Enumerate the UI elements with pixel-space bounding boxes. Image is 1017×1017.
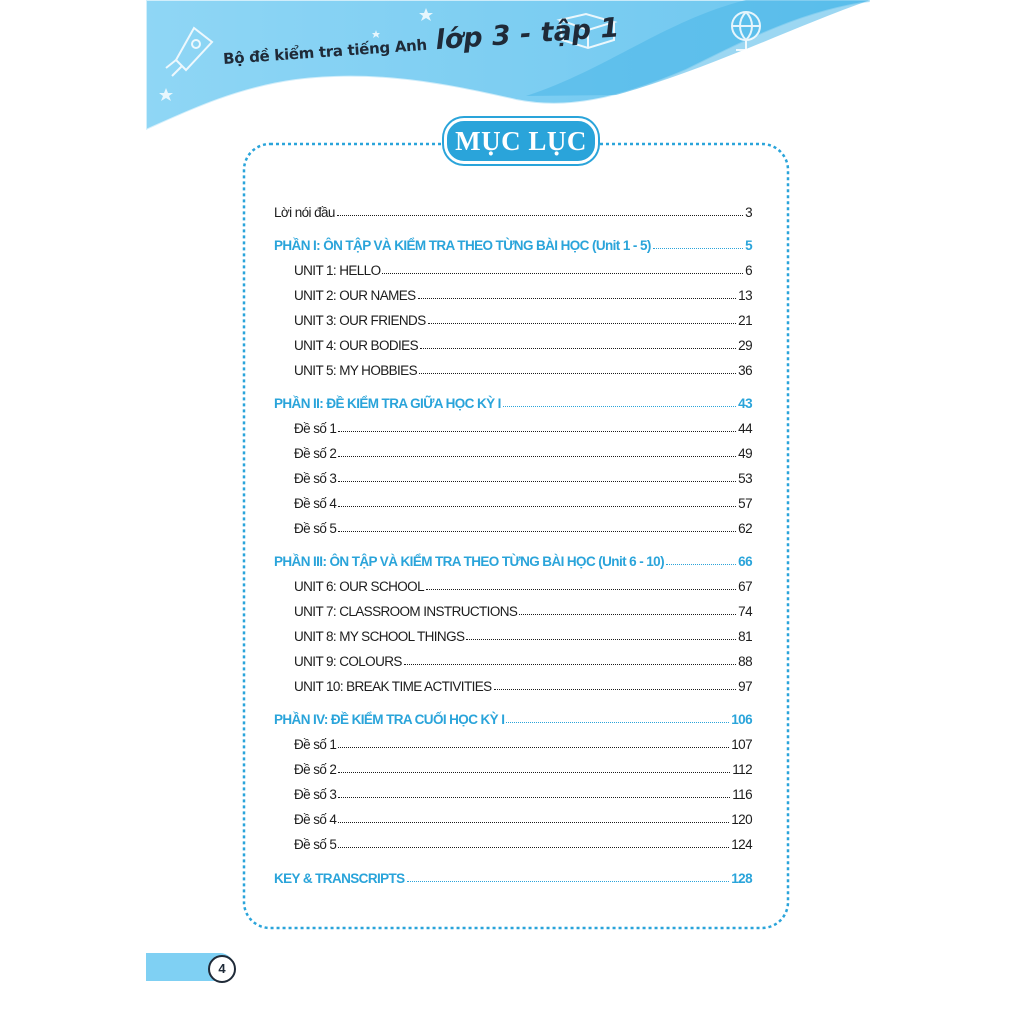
toc-entry[interactable] bbox=[294, 649, 752, 669]
dot-leader bbox=[338, 797, 730, 798]
toc-entry-page: 74 bbox=[738, 604, 752, 619]
toc-section[interactable] bbox=[274, 707, 752, 727]
dot-leader bbox=[426, 589, 736, 590]
toc-entry-label: Đề số 5 bbox=[294, 837, 337, 852]
dot-leader bbox=[666, 564, 736, 565]
toc-entry-page: 49 bbox=[738, 446, 752, 461]
title-big: lớp 3 - tập 1 bbox=[434, 12, 621, 57]
toc-entry-label: UNIT 8: MY SCHOOL THINGS bbox=[294, 629, 465, 644]
toc-entry-label: Đề số 4 bbox=[294, 496, 337, 511]
toc-section[interactable] bbox=[274, 391, 752, 411]
dot-leader bbox=[338, 822, 729, 823]
toc-entry-label: Đề số 1 bbox=[294, 421, 337, 436]
toc-entry-page: 5 bbox=[745, 238, 752, 253]
toc-entry[interactable] bbox=[294, 258, 752, 278]
dot-leader bbox=[338, 431, 736, 432]
toc-entry-label: UNIT 2: OUR NAMES bbox=[294, 288, 416, 303]
dot-leader bbox=[338, 506, 736, 507]
dot-leader bbox=[519, 614, 736, 615]
toc-entry[interactable] bbox=[294, 308, 752, 328]
toc-entry[interactable] bbox=[294, 624, 752, 644]
toc-entry-page: 120 bbox=[731, 812, 752, 827]
dot-leader bbox=[494, 689, 737, 690]
toc-entry-page: 29 bbox=[738, 338, 752, 353]
toc-entry-label: PHẦN I: ÔN TẬP VÀ KIỂM TRA THEO TỪNG BÀI HỌC (Unit 1 - 5) bbox=[274, 238, 651, 253]
toc-entry-page: 128 bbox=[731, 871, 752, 886]
toc-entry[interactable] bbox=[294, 599, 752, 619]
dot-leader bbox=[338, 456, 736, 457]
toc-entry-label: PHẦN III: ÔN TẬP VÀ KIỂM TRA THEO TỪNG BÀI HỌC (Unit 6 - 10) bbox=[274, 554, 664, 569]
toc-entry[interactable] bbox=[294, 732, 752, 752]
toc-entry-label: PHẦN IV: ĐỀ KIỂM TRA CUỐI HỌC KỲ I bbox=[274, 712, 505, 727]
toc-entry[interactable] bbox=[294, 757, 752, 777]
toc-entry-label: Lời nói đầu bbox=[274, 205, 335, 220]
toc-entry[interactable] bbox=[294, 491, 752, 511]
toc-entry[interactable] bbox=[274, 200, 752, 220]
toc-entry-page: 106 bbox=[731, 712, 752, 727]
toc-entry-label: Đề số 2 bbox=[294, 762, 337, 777]
toc-entry[interactable] bbox=[294, 466, 752, 486]
toc-entry-page: 6 bbox=[745, 263, 752, 278]
toc-entry-page: 107 bbox=[731, 737, 752, 752]
toc-entry-label: KEY & TRANSCRIPTS bbox=[274, 871, 405, 886]
toc-key-entry[interactable] bbox=[274, 866, 752, 886]
toc-entry[interactable] bbox=[294, 574, 752, 594]
toc-entry-page: 124 bbox=[731, 837, 752, 852]
toc-entry-page: 3 bbox=[745, 205, 752, 220]
toc-entry-label: UNIT 9: COLOURS bbox=[294, 654, 402, 669]
toc-entry[interactable] bbox=[294, 283, 752, 303]
toc-entry-label: Đề số 5 bbox=[294, 521, 337, 536]
toc-entry-label: UNIT 10: BREAK TIME ACTIVITIES bbox=[294, 679, 492, 694]
toc-entry[interactable] bbox=[294, 782, 752, 802]
dot-leader bbox=[506, 722, 729, 723]
dot-leader bbox=[418, 298, 737, 299]
dot-leader bbox=[337, 215, 743, 216]
dot-leader bbox=[503, 406, 736, 407]
toc-entry-page: 112 bbox=[732, 762, 752, 777]
book-page bbox=[146, 0, 870, 1017]
toc-entry[interactable] bbox=[294, 807, 752, 827]
toc-entry-page: 88 bbox=[738, 654, 752, 669]
toc-entry[interactable] bbox=[294, 441, 752, 461]
toc-entry-label: Đề số 2 bbox=[294, 446, 337, 461]
toc-entry-label: Đề số 3 bbox=[294, 471, 337, 486]
dot-leader bbox=[338, 747, 729, 748]
toc-entry-label: Đề số 3 bbox=[294, 787, 337, 802]
toc-entry-label: UNIT 3: OUR FRIENDS bbox=[294, 313, 426, 328]
dot-leader bbox=[407, 881, 730, 882]
dot-leader bbox=[419, 373, 736, 374]
toc-entry-page: 97 bbox=[738, 679, 752, 694]
dot-leader bbox=[382, 273, 743, 274]
toc-entry-page: 62 bbox=[738, 521, 752, 536]
dot-leader bbox=[466, 639, 736, 640]
dot-leader bbox=[338, 481, 736, 482]
toc-entry-page: 116 bbox=[732, 787, 752, 802]
toc-entry-label: UNIT 5: MY HOBBIES bbox=[294, 363, 417, 378]
toc-entry-label: UNIT 6: OUR SCHOOL bbox=[294, 579, 424, 594]
toc-section[interactable] bbox=[274, 233, 752, 253]
dot-leader bbox=[653, 248, 743, 249]
toc-entry-label: UNIT 1: HELLO bbox=[294, 263, 381, 278]
toc-title: MỤC LỤC bbox=[444, 118, 598, 164]
toc-entry[interactable] bbox=[294, 358, 752, 378]
dot-leader bbox=[428, 323, 737, 324]
dot-leader bbox=[420, 348, 736, 349]
toc-entry-label: UNIT 4: OUR BODIES bbox=[294, 338, 418, 353]
dot-leader bbox=[404, 664, 736, 665]
toc-entry-page: 53 bbox=[738, 471, 752, 486]
toc-entry-page: 67 bbox=[738, 579, 752, 594]
toc-entry-page: 57 bbox=[738, 496, 752, 511]
toc-entry-label: PHẦN II: ĐỀ KIỂM TRA GIỮA HỌC KỲ I bbox=[274, 396, 501, 411]
title-small: Bộ đề kiểm tra tiếng Anh bbox=[222, 35, 428, 69]
toc-entry-label: Đề số 1 bbox=[294, 737, 337, 752]
toc-entry-page: 44 bbox=[738, 421, 752, 436]
toc-entry-page: 43 bbox=[738, 396, 752, 411]
toc-entry-label: UNIT 7: CLASSROOM INSTRUCTIONS bbox=[294, 604, 518, 619]
toc-entry-page: 21 bbox=[738, 313, 752, 328]
toc-entry-label: Đề số 4 bbox=[294, 812, 337, 827]
toc-entry[interactable] bbox=[294, 333, 752, 353]
toc-entry[interactable] bbox=[294, 832, 752, 852]
toc-section[interactable] bbox=[274, 549, 752, 569]
dot-leader bbox=[338, 772, 730, 773]
toc-entry-page: 36 bbox=[738, 363, 752, 378]
toc-entry-page: 66 bbox=[738, 554, 752, 569]
toc-entry-page: 13 bbox=[738, 288, 752, 303]
toc-entry[interactable] bbox=[294, 516, 752, 536]
dot-leader bbox=[338, 531, 736, 532]
toc-entry[interactable] bbox=[294, 416, 752, 436]
toc-entry[interactable] bbox=[294, 674, 752, 694]
dot-leader bbox=[338, 847, 729, 848]
page-number: 4 bbox=[208, 955, 236, 983]
toc-entry-page: 81 bbox=[738, 629, 752, 644]
